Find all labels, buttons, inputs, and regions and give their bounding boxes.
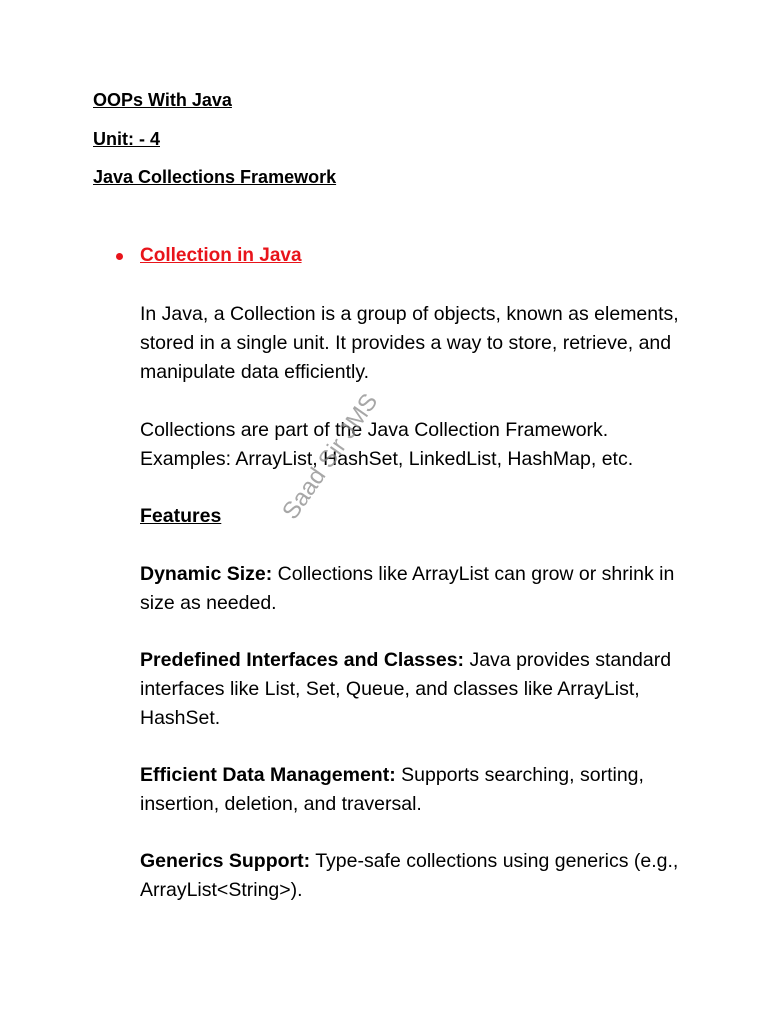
feature-item-dynamic-size xyxy=(140,560,700,618)
feature-item-efficient xyxy=(140,761,700,819)
bullet-icon xyxy=(116,253,123,260)
feature-term: Efficient Data Management: xyxy=(140,764,396,786)
feature-item-generics xyxy=(140,847,700,905)
feature-term: Dynamic Size: xyxy=(140,563,273,585)
feature-text: Java provides standard interfaces like List, Set, Queue, and classes like ArrayList, HashSet. xyxy=(140,649,672,729)
feature-term: Predefined Interfaces and Classes: xyxy=(140,649,465,671)
feature-text: Type-safe collections using generics (e.g., ArrayList<String>). xyxy=(140,850,679,901)
topic-title: Java Collections Framework xyxy=(93,167,337,187)
intro-paragraph: In Java, a Collection is a group of objects, known as elements, stored in a single unit. It provides a way to store, retrieve, and manipulate data efficiently. xyxy=(140,303,679,383)
feature-text: Collections like ArrayList can grow or shrink in size as needed. xyxy=(140,563,675,614)
features-heading: Features xyxy=(140,505,222,527)
feature-item-predefined xyxy=(140,646,700,733)
framework-paragraph: Collections are part of the Java Collection Framework. Examples: ArrayList, HashSet, LinkedList, HashMap, etc. xyxy=(140,419,634,470)
watermark-text: Saad Sir JMS xyxy=(277,388,384,525)
feature-text: Supports searching, sorting, insertion, deletion, and traversal. xyxy=(140,764,644,815)
feature-term: Generics Support: xyxy=(140,850,311,872)
section-title: Collection in Java xyxy=(140,245,302,266)
course-title: OOPs With Java xyxy=(93,90,232,110)
unit-label: Unit: - 4 xyxy=(93,129,160,149)
